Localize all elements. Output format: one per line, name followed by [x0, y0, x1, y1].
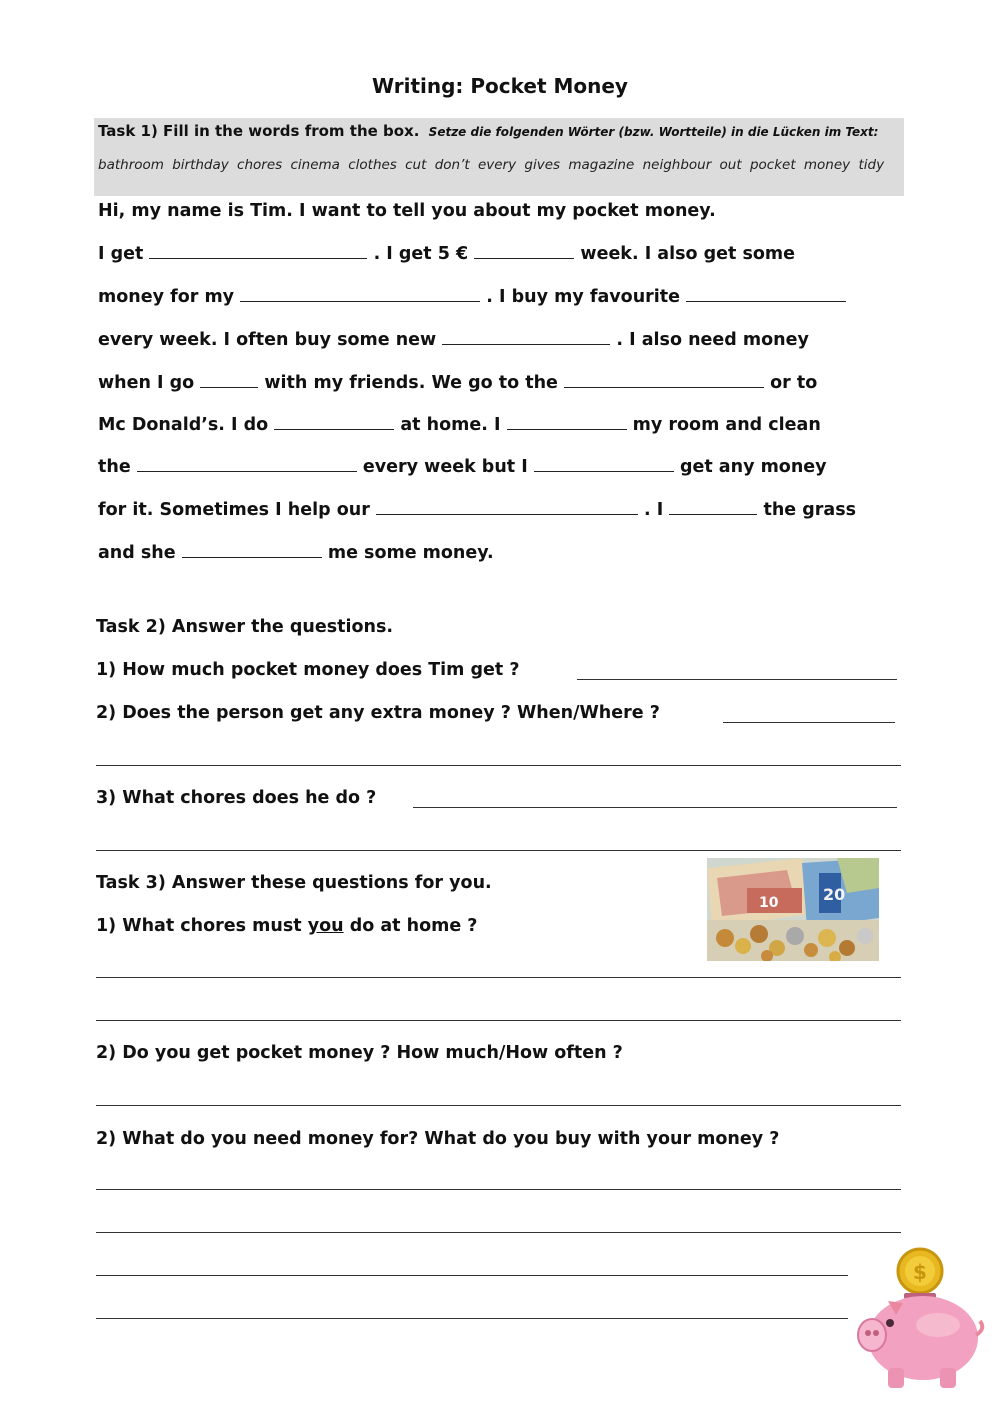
answer-line[interactable]	[96, 765, 901, 766]
text-line-4	[98, 330, 809, 350]
blank-2[interactable]	[474, 244, 574, 259]
task2-question-3: 3) What chores does he do ?	[96, 788, 377, 808]
svg-text:20: 20	[823, 885, 846, 904]
text-segment: week. I also get some	[580, 244, 796, 264]
text-segment: money for my	[98, 287, 235, 307]
text-line-8	[98, 500, 856, 520]
text-segment: and she	[98, 543, 176, 563]
text-segment: for it. Sometimes I help our	[98, 500, 370, 520]
blank-8[interactable]	[274, 415, 394, 430]
task3-question-1	[96, 916, 477, 936]
svg-text:$: $	[913, 1260, 927, 1284]
answer-line[interactable]	[96, 1232, 901, 1233]
blank-5[interactable]	[442, 330, 610, 345]
task2-question-1: 1) How much pocket money does Tim get ?	[96, 660, 520, 680]
task2-heading: Task 2) Answer the questions.	[96, 617, 394, 637]
blank-7[interactable]	[564, 373, 764, 388]
text-line-2	[98, 244, 795, 264]
text-segment: or to	[770, 373, 818, 393]
piggy-bank-icon	[848, 1243, 988, 1393]
blank-6[interactable]	[200, 373, 258, 388]
word-list: bathroom birthday chores cinema clothes cut don’t every gives magazine neighbour out pocket money tidy	[98, 157, 885, 173]
text-segment: when I go	[98, 373, 195, 393]
text-segment: every week. I often buy some new	[98, 330, 437, 350]
text-segment: the grass	[763, 500, 857, 520]
text-segment: . I	[644, 500, 664, 520]
text-segment: the	[98, 457, 131, 477]
blank-4[interactable]	[686, 287, 846, 302]
task2-question-2: 2) Does the person get any extra money ? When/Where ?	[96, 703, 660, 723]
blank-3[interactable]	[240, 287, 480, 302]
task3-question-3: 2) What do you need money for? What do you buy with your money ?	[96, 1129, 780, 1149]
page-title: Writing: Pocket Money	[372, 74, 628, 98]
text-line-1: Hi, my name is Tim. I want to tell you about my pocket money.	[98, 201, 716, 221]
text-line-3	[98, 287, 846, 307]
text-segment: do at home ?	[349, 916, 478, 936]
answer-line[interactable]	[96, 1105, 901, 1106]
text-segment: with my friends. We go to the	[264, 373, 558, 393]
blank-1[interactable]	[149, 244, 367, 259]
text-segment: my room and clean	[632, 415, 821, 435]
blank-10[interactable]	[137, 457, 357, 472]
task1-heading	[98, 122, 878, 140]
blank-9[interactable]	[507, 415, 627, 430]
answer-line[interactable]	[96, 1275, 848, 1276]
text-segment: I get	[98, 244, 144, 264]
blank-11[interactable]	[534, 457, 674, 472]
text-segment: . I also need money	[616, 330, 809, 350]
underlined-you: you	[307, 916, 344, 936]
task3-question-2: 2) Do you get pocket money ? How much/How often ?	[96, 1043, 623, 1063]
text-line-7	[98, 457, 827, 477]
blank-13[interactable]	[669, 500, 757, 515]
text-segment: . I get 5 €	[373, 244, 469, 264]
answer-line[interactable]	[96, 1189, 901, 1190]
answer-line[interactable]	[96, 1318, 848, 1319]
text-line-5	[98, 373, 817, 393]
text-segment: every week but I	[362, 457, 528, 477]
text-segment: 1) What chores must	[96, 916, 302, 936]
answer-line[interactable]	[96, 1020, 901, 1021]
text-line-6	[98, 415, 821, 435]
text-segment: Mc Donald’s. I do	[98, 415, 269, 435]
svg-text:10: 10	[759, 895, 779, 911]
task3-heading: Task 3) Answer these questions for you.	[96, 873, 492, 893]
text-segment: . I buy my favourite	[486, 287, 681, 307]
answer-line[interactable]	[723, 722, 895, 723]
blank-12[interactable]	[376, 500, 638, 515]
answer-line[interactable]	[96, 850, 901, 851]
text-segment: at home. I	[400, 415, 501, 435]
task1-heading-text: Task 1) Fill in the words from the box.	[98, 122, 420, 140]
money-photo	[707, 858, 879, 961]
text-line-9	[98, 543, 494, 563]
blank-14[interactable]	[182, 543, 322, 558]
answer-line[interactable]	[96, 977, 901, 978]
answer-line[interactable]	[577, 679, 897, 680]
text-segment: me some money.	[327, 543, 494, 563]
answer-line[interactable]	[413, 807, 897, 808]
task1-instruction: Setze die folgenden Wörter (bzw. Wortteile) in die Lücken im Text:	[428, 125, 879, 139]
text-segment: get any money	[679, 457, 827, 477]
